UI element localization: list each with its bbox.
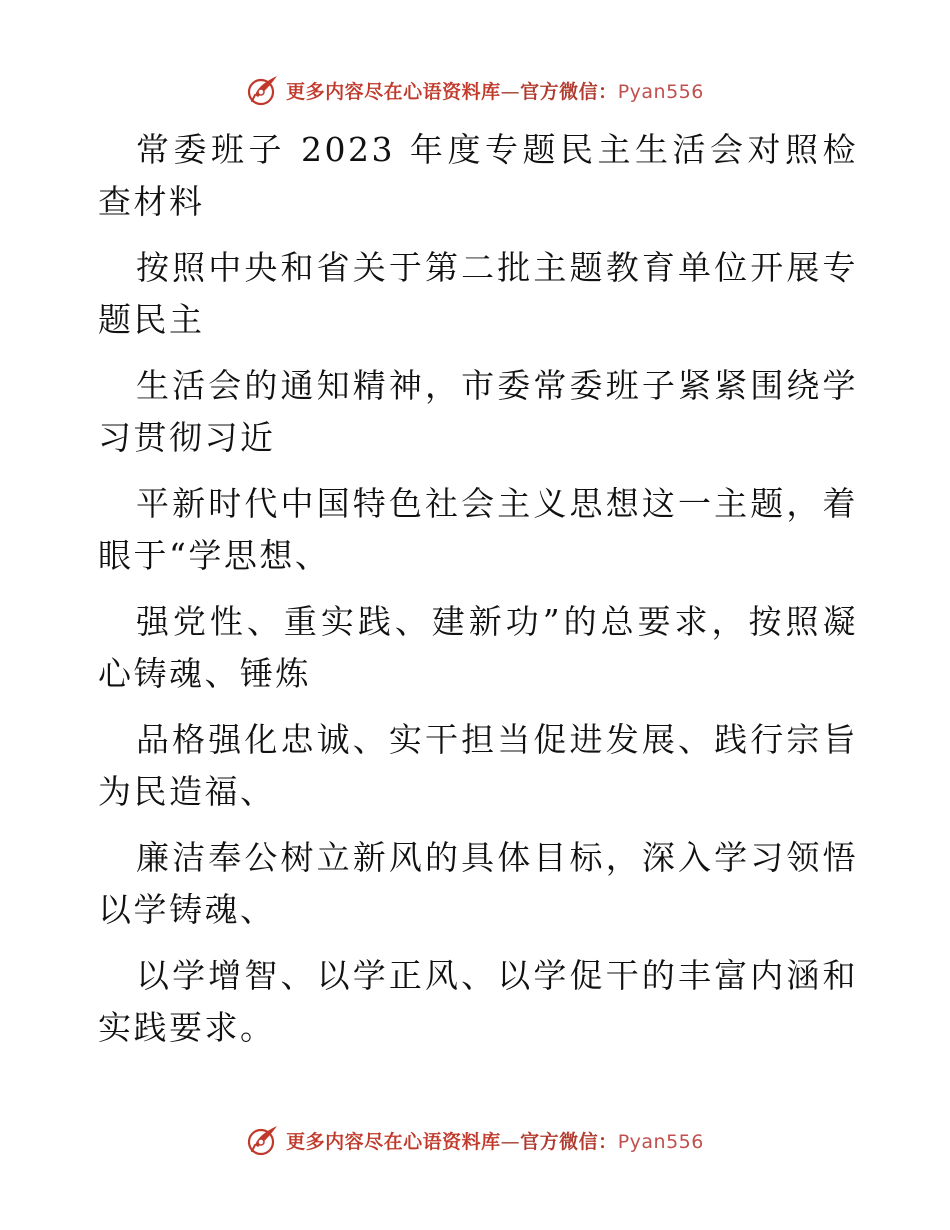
- watermark-site-text: 更多内容尽在心语资料库: [286, 1130, 501, 1153]
- paragraph: 廉洁奉公树立新风的具体目标，深入学习领悟以学铸魂、: [98, 838, 858, 929]
- watermark-dash: —: [500, 1130, 521, 1153]
- watermark-text: [286, 1127, 704, 1154]
- paragraph: 生活会的通知精神，市委常委班子紧紧围绕学习贯彻习近: [98, 366, 858, 457]
- paragraph-title: 常委班子 2023 年度专题民主生活会对照检查材料: [98, 130, 858, 221]
- paragraph: 按照中央和省关于第二批主题教育单位开展专题民主: [98, 248, 858, 339]
- paragraph: 品格强化忠诚、实干担当促进发展、践行宗旨为民造福、: [98, 720, 858, 811]
- paragraph: 强党性、重实践、建新功”的总要求，按照凝心铸魂、锤炼: [98, 602, 858, 693]
- watermark-wechat-label: 官方微信：: [520, 80, 618, 103]
- paragraph: 平新时代中国特色社会主义思想这一主题，着眼于“学思想、: [98, 484, 858, 575]
- watermark-text: [286, 77, 704, 104]
- watermark-banner-bottom: [0, 1120, 950, 1160]
- watermark-site-text: 更多内容尽在心语资料库: [286, 80, 501, 103]
- document-body: [98, 124, 858, 1054]
- watermark-wechat-label: 官方微信：: [520, 1130, 618, 1153]
- watermark-wechat-id: Pyan556: [617, 1130, 704, 1153]
- quill-pen-logo-icon: [246, 73, 280, 107]
- watermark-dash: —: [500, 80, 521, 103]
- paragraph: 以学增智、以学正风、以学促干的丰富内涵和实践要求。: [98, 956, 858, 1047]
- quill-pen-logo-icon: [246, 1123, 280, 1157]
- watermark-banner-top: [0, 70, 950, 110]
- watermark-wechat-id: Pyan556: [617, 80, 704, 103]
